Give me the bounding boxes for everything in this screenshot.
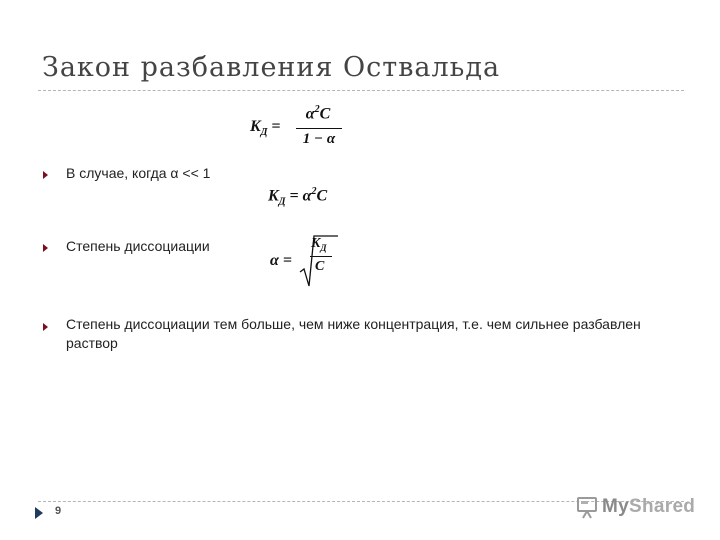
- formula-lhs: [250, 118, 281, 138]
- concentration-symbol: C: [316, 187, 328, 205]
- formula-simplified-constant: [268, 186, 327, 208]
- bullet-arrow-icon: [42, 170, 52, 180]
- logo-text-rest: Shared: [629, 496, 696, 517]
- k-subscript: Д: [320, 242, 327, 253]
- k-subscript: Д: [278, 196, 286, 208]
- square-exponent: 2: [311, 186, 317, 197]
- formula-lhs: α =: [270, 252, 292, 269]
- equals-alpha: = α: [285, 187, 312, 205]
- logo-text: [602, 496, 695, 518]
- bullet-arrow-icon: [42, 322, 52, 332]
- concentration-symbol: C: [319, 105, 331, 123]
- presentation-board-icon: [576, 496, 600, 520]
- equals-sign: =: [267, 118, 281, 135]
- root-numerator: [311, 236, 327, 253]
- bullet-text-dilution-cont: раствор: [66, 335, 118, 351]
- k-symbol: K: [250, 118, 261, 135]
- fraction-numerator: [300, 104, 336, 123]
- slide-title: Закон разбавления Оствальда: [42, 52, 501, 83]
- k-symbol: K: [311, 236, 321, 251]
- fraction-denominator: 1 − α: [302, 131, 336, 147]
- root-denominator: C: [315, 259, 325, 274]
- bullet-text-degree: Степень диссоциации: [66, 238, 210, 254]
- fraction-bar: [296, 128, 342, 129]
- bullet-arrow-icon: [42, 243, 52, 253]
- bullet-text-small-alpha: В случае, когда α << 1: [66, 165, 211, 181]
- bullet-text-dilution: Степень диссоциации тем больше, чем ниже концентрация, т.е. чем сильнее разбавлен: [66, 316, 641, 332]
- formula-degree-of-dissociation: [270, 232, 340, 288]
- page-arrow-icon: [34, 506, 46, 525]
- title-divider: [38, 90, 684, 91]
- k-subscript: Д: [260, 127, 268, 139]
- square-exponent: 2: [314, 104, 320, 115]
- fraction-bar: [310, 256, 332, 257]
- logo-text-main: My: [602, 496, 629, 517]
- k-symbol: K: [268, 187, 279, 205]
- page-number: 9: [55, 505, 62, 517]
- watermark-logo: [576, 494, 696, 522]
- alpha-symbol: α: [305, 105, 315, 123]
